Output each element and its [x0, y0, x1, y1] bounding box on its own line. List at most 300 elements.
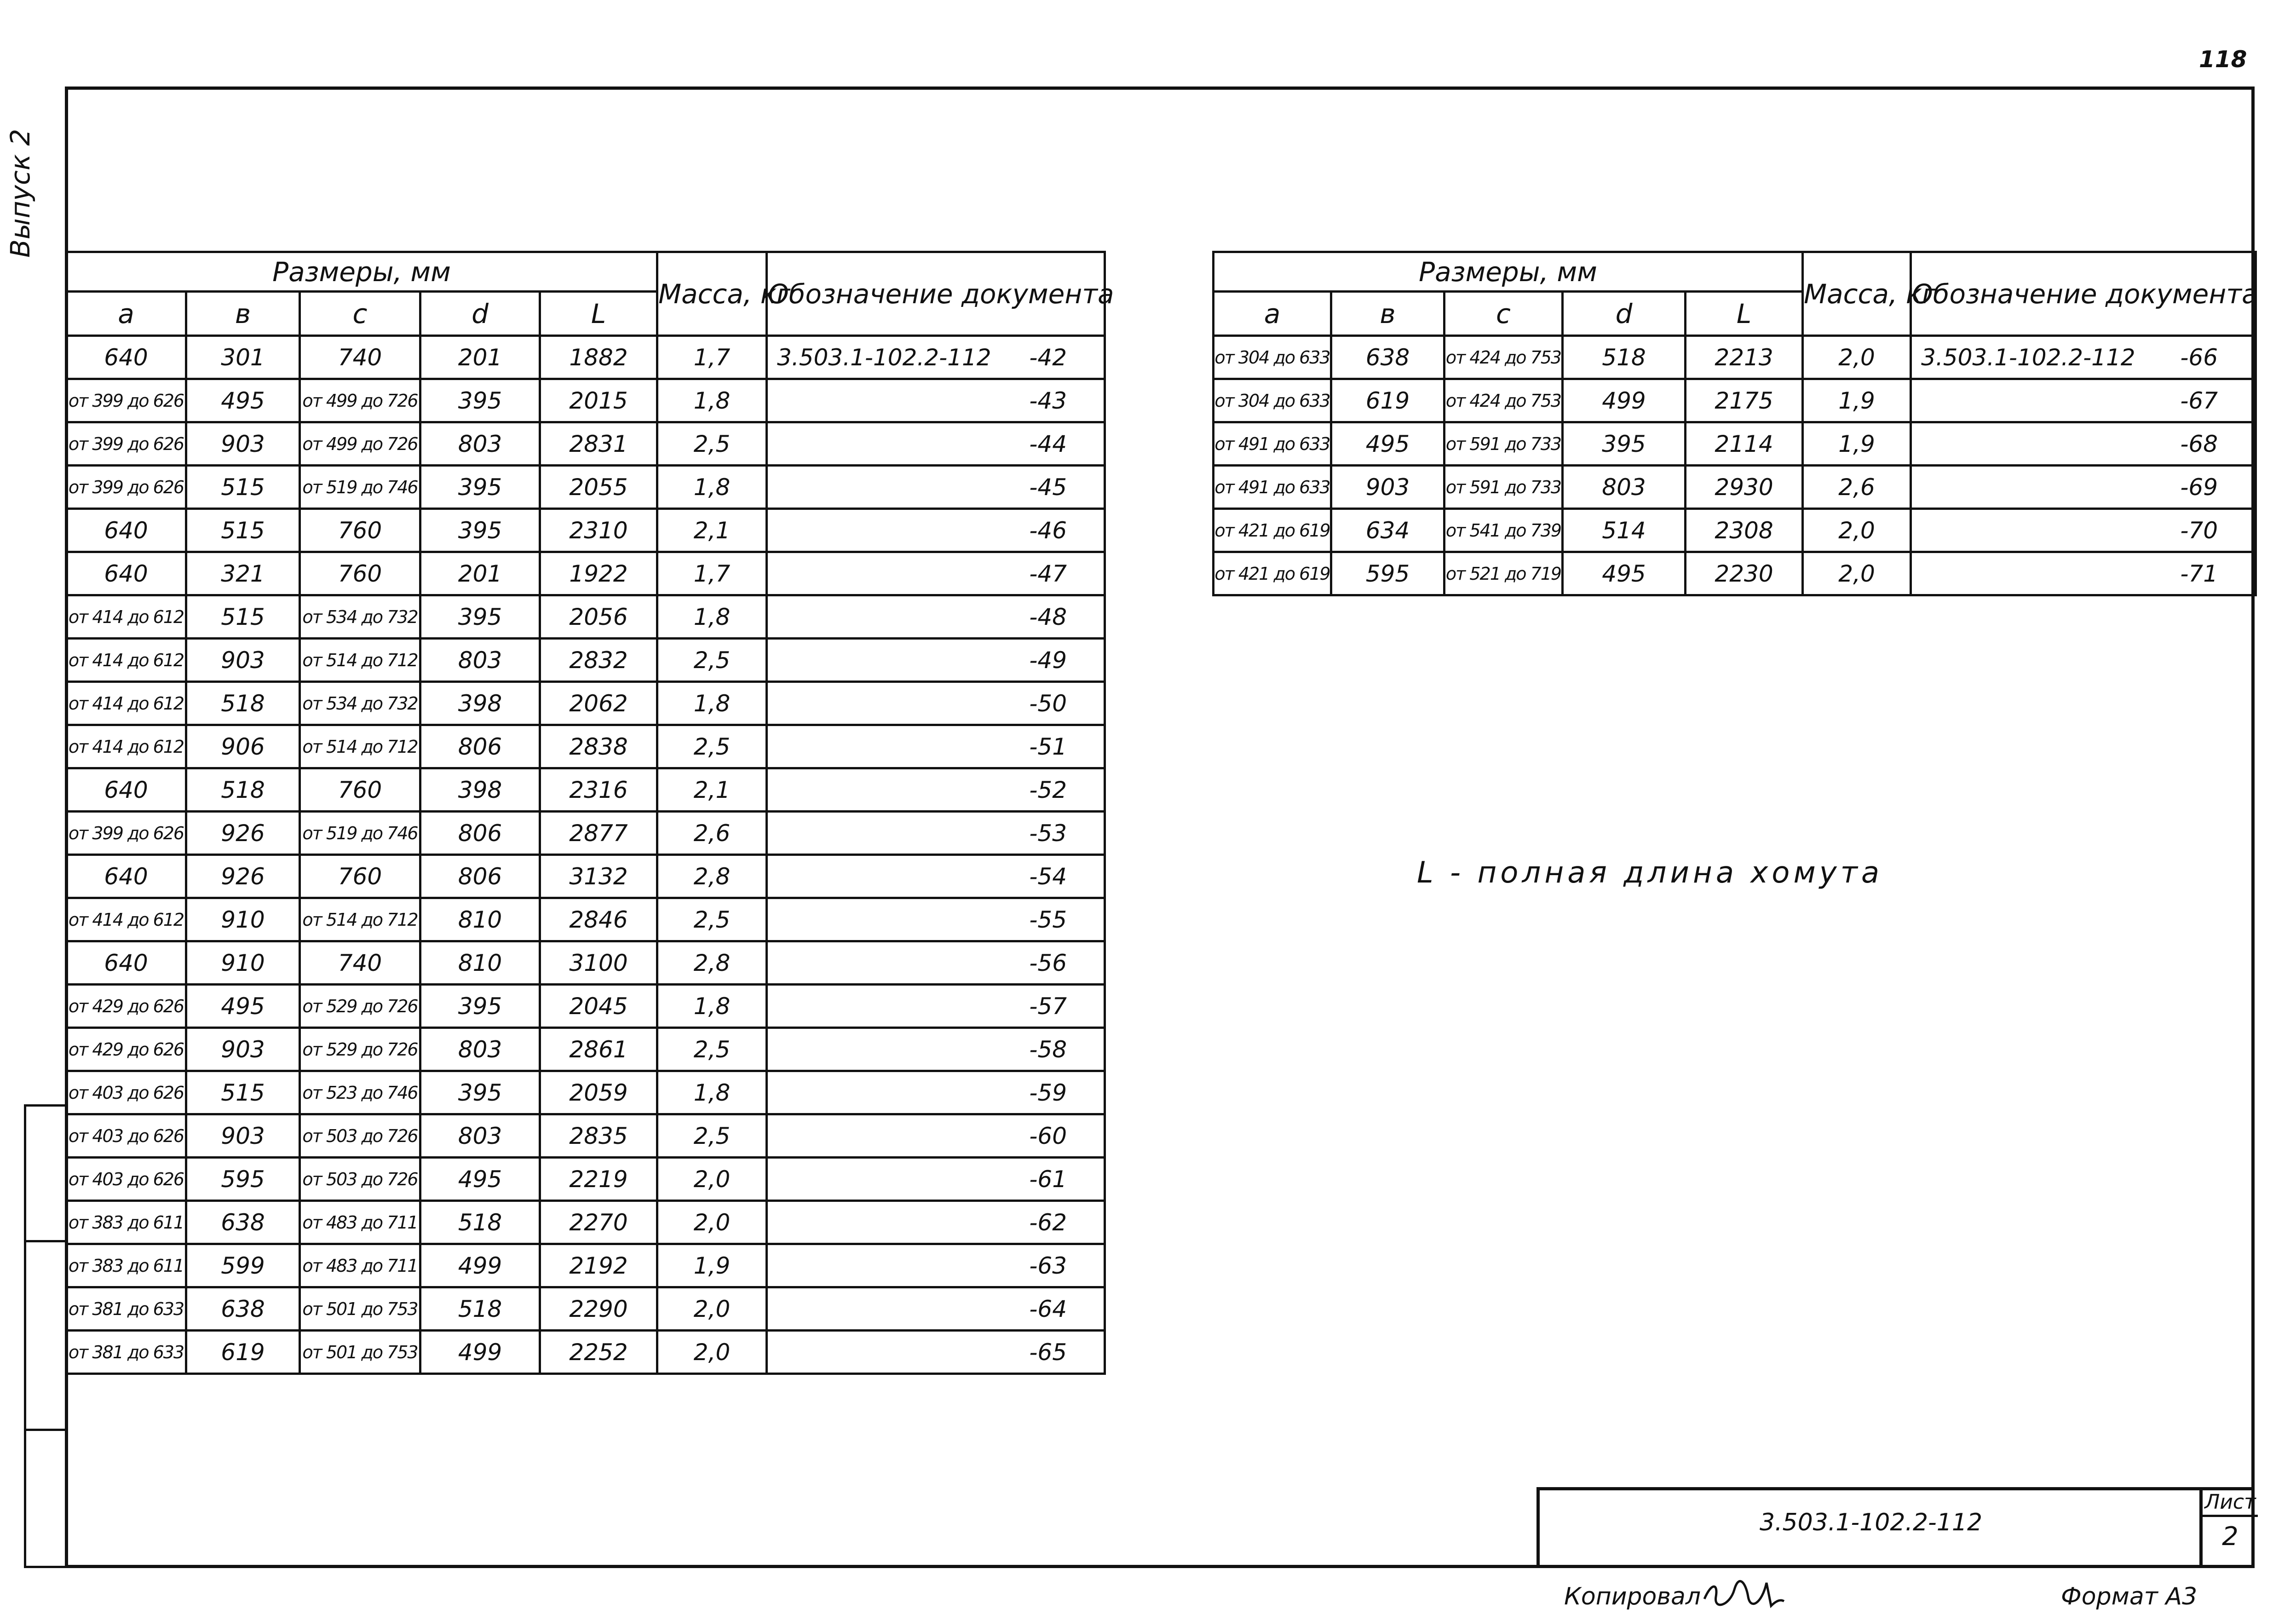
doc-cell	[767, 855, 1105, 898]
doc-cell	[767, 941, 1105, 985]
table-row	[66, 422, 1105, 466]
col-b-cell: 910	[186, 941, 300, 985]
length-note: L - полная длина хомута	[1417, 856, 1883, 890]
col-b-cell: 599	[186, 1244, 300, 1287]
doc-cell	[767, 422, 1105, 466]
spec-table-left	[65, 251, 1114, 1375]
doc-suffix: -61	[1029, 1165, 1067, 1193]
doc-suffix: -52	[1029, 776, 1067, 803]
col-a-cell: от 491 до 633	[1214, 466, 1331, 509]
table-row	[66, 1071, 1105, 1114]
col-l-cell: 2308	[1686, 509, 1803, 552]
table-row	[1214, 466, 2256, 509]
doc-cell	[767, 1028, 1105, 1071]
mass-cell: 2,0	[1803, 552, 1911, 595]
col-a-cell: от 403 до 626	[66, 1114, 186, 1158]
table-row	[1214, 422, 2256, 466]
col-b-cell: 638	[186, 1201, 300, 1244]
doc-cell	[767, 1331, 1105, 1374]
side-stamp-strip	[24, 1104, 65, 1568]
col-c-cell: 760	[300, 855, 420, 898]
doc-suffix: -50	[1029, 690, 1067, 717]
doc-suffix: -47	[1029, 560, 1067, 587]
col-c-cell: от 523 до 746	[300, 1071, 420, 1114]
doc-cell	[767, 768, 1105, 812]
doc-suffix: -70	[2180, 517, 2218, 544]
mass-cell: 2,5	[657, 1028, 767, 1071]
mass-cell: 2,5	[657, 725, 767, 768]
col-l-cell: 1882	[540, 336, 657, 379]
doc-suffix: -57	[1029, 992, 1067, 1020]
col-l-cell: 2316	[540, 768, 657, 812]
col-a-header: а	[66, 292, 186, 336]
col-b-cell: 903	[186, 1028, 300, 1071]
doc-cell	[767, 1158, 1105, 1201]
table-row	[66, 855, 1105, 898]
col-c-cell: от 501 до 753	[300, 1331, 420, 1374]
col-c-cell: от 534 до 732	[300, 595, 420, 639]
col-d-cell: 810	[420, 898, 540, 941]
spec-table-right-body	[1214, 336, 2256, 595]
col-a-header: а	[1214, 292, 1331, 336]
mass-cell: 2,5	[657, 1114, 767, 1158]
doc-header: Обозначение документа	[1911, 252, 2256, 336]
col-d-cell: 395	[420, 1071, 540, 1114]
col-b-cell: 638	[186, 1287, 300, 1331]
table-row	[66, 336, 1105, 379]
doc-cell	[1911, 509, 2256, 552]
col-b-cell: 321	[186, 552, 300, 595]
col-a-cell: от 429 до 626	[66, 1028, 186, 1071]
col-b-cell: 903	[1331, 466, 1444, 509]
mass-cell: 2,0	[657, 1201, 767, 1244]
table-row	[66, 1244, 1105, 1287]
col-d-cell: 395	[420, 466, 540, 509]
col-a-cell: от 399 до 626	[66, 422, 186, 466]
col-l-cell: 2930	[1686, 466, 1803, 509]
mass-cell: 2,6	[1803, 466, 1911, 509]
col-b-cell: 619	[186, 1331, 300, 1374]
table-row	[1214, 379, 2256, 422]
col-b-cell: 926	[186, 855, 300, 898]
col-l-cell: 2175	[1686, 379, 1803, 422]
mass-cell: 2,6	[657, 812, 767, 855]
col-d-cell: 395	[420, 985, 540, 1028]
doc-suffix: -51	[1029, 733, 1067, 760]
col-d-cell: 518	[1563, 336, 1686, 379]
doc-cell	[767, 725, 1105, 768]
col-c-cell: от 591 до 733	[1444, 422, 1563, 466]
col-l-cell: 2270	[540, 1201, 657, 1244]
col-c-cell: от 529 до 726	[300, 1028, 420, 1071]
col-d-cell: 395	[420, 379, 540, 422]
table-row	[66, 985, 1105, 1028]
doc-suffix: -49	[1029, 646, 1067, 674]
mass-header: Масса, кг	[1803, 252, 1911, 336]
format-label: Формат А3	[2061, 1583, 2198, 1610]
col-c-cell: от 529 до 726	[300, 985, 420, 1028]
spec-table-left-body	[66, 336, 1105, 1374]
mass-header: Масса, кг	[657, 252, 767, 336]
col-a-cell: от 383 до 611	[66, 1244, 186, 1287]
side-strip-divider	[26, 1429, 65, 1431]
col-b-cell: 903	[186, 422, 300, 466]
col-d-header: d	[420, 292, 540, 336]
doc-suffix: -69	[2180, 473, 2218, 501]
col-d-cell: 518	[420, 1201, 540, 1244]
mass-cell: 1,8	[657, 1071, 767, 1114]
col-b-cell: 619	[1331, 379, 1444, 422]
table-row	[66, 509, 1105, 552]
doc-suffix: -60	[1029, 1122, 1067, 1149]
col-c-cell: от 521 до 719	[1444, 552, 1563, 595]
doc-suffix: -64	[1029, 1295, 1067, 1322]
mass-cell: 2,5	[657, 898, 767, 941]
doc-base-code: 3.503.1-102.2-112	[1921, 344, 2135, 371]
table-row	[66, 898, 1105, 941]
col-l-header: L	[1686, 292, 1803, 336]
col-l-cell: 2062	[540, 682, 657, 725]
col-c-cell: от 514 до 712	[300, 639, 420, 682]
table-row	[66, 1287, 1105, 1331]
mass-cell: 1,7	[657, 552, 767, 595]
doc-cell	[1911, 422, 2256, 466]
mass-cell: 2,8	[657, 941, 767, 985]
col-a-cell: от 429 до 626	[66, 985, 186, 1028]
col-l-cell: 2846	[540, 898, 657, 941]
doc-base-code: 3.503.1-102.2-112	[777, 344, 991, 371]
col-b-header: в	[1331, 292, 1444, 336]
col-d-cell: 395	[420, 509, 540, 552]
doc-cell	[767, 509, 1105, 552]
document-code: 3.503.1-102.2-112	[1759, 1509, 1983, 1536]
col-l-cell: 2015	[540, 379, 657, 422]
col-a-cell: 640	[66, 855, 186, 898]
col-c-cell: 740	[300, 941, 420, 985]
table-row	[66, 1331, 1105, 1374]
doc-cell	[767, 639, 1105, 682]
col-a-cell: 640	[66, 509, 186, 552]
side-label: Выпуск 2	[5, 128, 36, 258]
col-a-cell: от 399 до 626	[66, 379, 186, 422]
col-a-cell: от 421 до 619	[1214, 552, 1331, 595]
doc-suffix: -67	[2180, 387, 2218, 414]
col-a-cell: от 414 до 612	[66, 898, 186, 941]
table-row	[66, 1201, 1105, 1244]
col-a-cell: 640	[66, 768, 186, 812]
table-row	[66, 682, 1105, 725]
col-d-header: d	[1563, 292, 1686, 336]
doc-cell	[1911, 552, 2256, 595]
doc-suffix: -56	[1029, 949, 1067, 976]
col-c-cell: от 499 до 726	[300, 379, 420, 422]
doc-cell	[767, 379, 1105, 422]
col-d-cell: 803	[420, 422, 540, 466]
col-b-cell: 910	[186, 898, 300, 941]
col-b-cell: 906	[186, 725, 300, 768]
col-d-cell: 514	[1563, 509, 1686, 552]
col-l-cell: 2252	[540, 1331, 657, 1374]
mass-cell: 1,7	[657, 336, 767, 379]
col-b-cell: 515	[186, 1071, 300, 1114]
col-c-cell: от 483 до 711	[300, 1244, 420, 1287]
col-l-cell: 2877	[540, 812, 657, 855]
side-strip-divider	[26, 1240, 65, 1242]
doc-suffix: -53	[1029, 819, 1067, 847]
col-b-cell: 926	[186, 812, 300, 855]
col-l-cell: 2114	[1686, 422, 1803, 466]
col-l-cell: 3132	[540, 855, 657, 898]
col-a-cell: от 414 до 612	[66, 639, 186, 682]
col-d-cell: 201	[420, 336, 540, 379]
col-l-cell: 2230	[1686, 552, 1803, 595]
mass-cell: 1,8	[657, 379, 767, 422]
col-b-cell: 518	[186, 682, 300, 725]
col-c-cell: от 424 до 753	[1444, 336, 1563, 379]
copied-by-label: Копировал	[1564, 1583, 1701, 1610]
table-row	[66, 941, 1105, 985]
col-d-cell: 499	[420, 1244, 540, 1287]
doc-suffix: -62	[1029, 1209, 1067, 1236]
col-l-cell: 2861	[540, 1028, 657, 1071]
col-l-cell: 2831	[540, 422, 657, 466]
col-l-cell: 2219	[540, 1158, 657, 1201]
col-d-cell: 518	[420, 1287, 540, 1331]
col-b-cell: 903	[186, 1114, 300, 1158]
mass-cell: 1,9	[657, 1244, 767, 1287]
col-d-cell: 495	[420, 1158, 540, 1201]
col-a-cell: от 399 до 626	[66, 812, 186, 855]
table-row	[66, 1028, 1105, 1071]
table-row	[66, 725, 1105, 768]
col-a-cell: от 381 до 633	[66, 1331, 186, 1374]
doc-suffix: -58	[1029, 1036, 1067, 1063]
sheet-cell	[2199, 1490, 2258, 1568]
col-d-cell: 395	[420, 595, 540, 639]
col-d-cell: 495	[1563, 552, 1686, 595]
col-c-cell: от 514 до 712	[300, 898, 420, 941]
col-d-cell: 803	[420, 1028, 540, 1071]
col-c-cell: 760	[300, 509, 420, 552]
col-a-cell: от 491 до 633	[1214, 422, 1331, 466]
col-b-cell: 515	[186, 595, 300, 639]
doc-cell	[767, 466, 1105, 509]
col-a-cell: от 414 до 612	[66, 595, 186, 639]
col-b-cell: 515	[186, 509, 300, 552]
title-block	[1536, 1487, 2255, 1568]
col-a-cell: от 399 до 626	[66, 466, 186, 509]
col-l-header: L	[540, 292, 657, 336]
doc-cell	[1911, 336, 2256, 379]
doc-cell	[767, 336, 1105, 379]
mass-cell: 2,0	[657, 1287, 767, 1331]
doc-cell	[1911, 466, 2256, 509]
doc-suffix: -65	[1029, 1338, 1067, 1366]
col-b-cell: 595	[186, 1158, 300, 1201]
col-l-cell: 2838	[540, 725, 657, 768]
mass-cell: 2,0	[657, 1158, 767, 1201]
col-d-cell: 398	[420, 768, 540, 812]
col-c-cell: 760	[300, 768, 420, 812]
doc-cell	[767, 595, 1105, 639]
col-b-cell: 495	[186, 379, 300, 422]
mass-cell: 2,5	[657, 639, 767, 682]
doc-suffix: -66	[2180, 344, 2218, 371]
col-l-cell: 2055	[540, 466, 657, 509]
col-a-cell: от 304 до 633	[1214, 379, 1331, 422]
table-row	[66, 639, 1105, 682]
sizes-header: Размеры, мм	[66, 252, 657, 292]
col-c-cell: 760	[300, 552, 420, 595]
col-l-cell: 2213	[1686, 336, 1803, 379]
mass-cell: 1,8	[657, 595, 767, 639]
mass-cell: 2,8	[657, 855, 767, 898]
col-d-cell: 398	[420, 682, 540, 725]
table-row	[1214, 552, 2256, 595]
col-l-cell: 1922	[540, 552, 657, 595]
col-c-cell: от 541 до 739	[1444, 509, 1563, 552]
col-d-cell: 803	[420, 639, 540, 682]
col-c-cell: от 501 до 753	[300, 1287, 420, 1331]
col-c-cell: 740	[300, 336, 420, 379]
sizes-header: Размеры, мм	[1214, 252, 1803, 292]
col-b-cell: 515	[186, 466, 300, 509]
doc-cell	[767, 682, 1105, 725]
col-l-cell: 2059	[540, 1071, 657, 1114]
col-a-cell: от 383 до 611	[66, 1201, 186, 1244]
col-b-cell: 903	[186, 639, 300, 682]
doc-suffix: -42	[1029, 344, 1067, 371]
table-row	[1214, 509, 2256, 552]
signature-mark	[1702, 1574, 1785, 1610]
col-c-header: с	[1444, 292, 1563, 336]
col-c-cell: от 503 до 726	[300, 1114, 420, 1158]
doc-cell	[767, 985, 1105, 1028]
col-d-cell: 499	[420, 1331, 540, 1374]
col-c-header: с	[300, 292, 420, 336]
doc-cell	[767, 812, 1105, 855]
col-c-cell: от 519 до 746	[300, 466, 420, 509]
col-c-cell: от 591 до 733	[1444, 466, 1563, 509]
col-d-cell: 806	[420, 812, 540, 855]
col-l-cell: 2056	[540, 595, 657, 639]
col-a-cell: 640	[66, 941, 186, 985]
doc-suffix: -46	[1029, 517, 1067, 544]
col-l-cell: 2290	[540, 1287, 657, 1331]
table-row	[66, 812, 1105, 855]
table-row	[66, 552, 1105, 595]
col-a-cell: от 421 до 619	[1214, 509, 1331, 552]
mass-cell: 1,8	[657, 985, 767, 1028]
col-b-cell: 595	[1331, 552, 1444, 595]
col-b-cell: 634	[1331, 509, 1444, 552]
col-d-cell: 499	[1563, 379, 1686, 422]
col-c-cell: от 519 до 746	[300, 812, 420, 855]
doc-cell	[767, 1114, 1105, 1158]
table-row	[66, 379, 1105, 422]
doc-suffix: -68	[2180, 430, 2218, 457]
mass-cell: 1,8	[657, 466, 767, 509]
table-row	[66, 595, 1105, 639]
table-row	[1214, 336, 2256, 379]
col-l-cell: 2045	[540, 985, 657, 1028]
col-a-cell: от 304 до 633	[1214, 336, 1331, 379]
mass-cell: 2,0	[1803, 336, 1911, 379]
col-b-cell: 301	[186, 336, 300, 379]
mass-cell: 1,9	[1803, 422, 1911, 466]
mass-cell: 1,9	[1803, 379, 1911, 422]
doc-suffix: -63	[1029, 1252, 1067, 1279]
doc-cell	[767, 552, 1105, 595]
col-b-cell: 495	[1331, 422, 1444, 466]
table-row	[66, 1114, 1105, 1158]
doc-cell	[767, 1071, 1105, 1114]
col-d-cell: 806	[420, 725, 540, 768]
col-b-header: в	[186, 292, 300, 336]
col-c-cell: от 424 до 753	[1444, 379, 1563, 422]
col-c-cell: от 514 до 712	[300, 725, 420, 768]
col-d-cell: 803	[420, 1114, 540, 1158]
col-l-cell: 2192	[540, 1244, 657, 1287]
col-d-cell: 810	[420, 941, 540, 985]
sheet-number: 2	[2222, 1522, 2238, 1552]
col-a-cell: 640	[66, 552, 186, 595]
col-c-cell: от 503 до 726	[300, 1158, 420, 1201]
mass-cell: 2,0	[657, 1331, 767, 1374]
table-row	[66, 466, 1105, 509]
col-d-cell: 201	[420, 552, 540, 595]
col-b-cell: 495	[186, 985, 300, 1028]
col-l-cell: 3100	[540, 941, 657, 985]
mass-cell: 2,1	[657, 768, 767, 812]
col-l-cell: 2835	[540, 1114, 657, 1158]
doc-suffix: -43	[1029, 387, 1067, 414]
col-c-cell: от 483 до 711	[300, 1201, 420, 1244]
col-b-cell: 518	[186, 768, 300, 812]
col-a-cell: от 414 до 612	[66, 682, 186, 725]
doc-header: Обозначение документа	[767, 252, 1105, 336]
mass-cell: 2,1	[657, 509, 767, 552]
col-a-cell: от 381 до 633	[66, 1287, 186, 1331]
doc-cell	[1911, 379, 2256, 422]
doc-cell	[767, 1287, 1105, 1331]
doc-cell	[767, 898, 1105, 941]
mass-cell: 1,8	[657, 682, 767, 725]
page-number: 118	[2199, 46, 2247, 73]
col-l-cell: 2832	[540, 639, 657, 682]
doc-cell	[767, 1201, 1105, 1244]
spec-table-right	[1212, 251, 2257, 596]
doc-cell	[767, 1244, 1105, 1287]
col-l-cell: 2310	[540, 509, 657, 552]
doc-suffix: -59	[1029, 1079, 1067, 1106]
sheet-label: Лист	[2203, 1490, 2258, 1517]
col-a-cell: от 403 до 626	[66, 1158, 186, 1201]
table-row	[66, 1158, 1105, 1201]
doc-suffix: -45	[1029, 473, 1067, 501]
doc-suffix: -44	[1029, 430, 1067, 457]
col-a-cell: от 414 до 612	[66, 725, 186, 768]
doc-suffix: -54	[1029, 863, 1067, 890]
table-row	[66, 768, 1105, 812]
mass-cell: 2,0	[1803, 509, 1911, 552]
col-a-cell: 640	[66, 336, 186, 379]
col-c-cell: от 499 до 726	[300, 422, 420, 466]
doc-suffix: -55	[1029, 906, 1067, 933]
doc-suffix: -48	[1029, 603, 1067, 630]
col-d-cell: 395	[1563, 422, 1686, 466]
col-a-cell: от 403 до 626	[66, 1071, 186, 1114]
